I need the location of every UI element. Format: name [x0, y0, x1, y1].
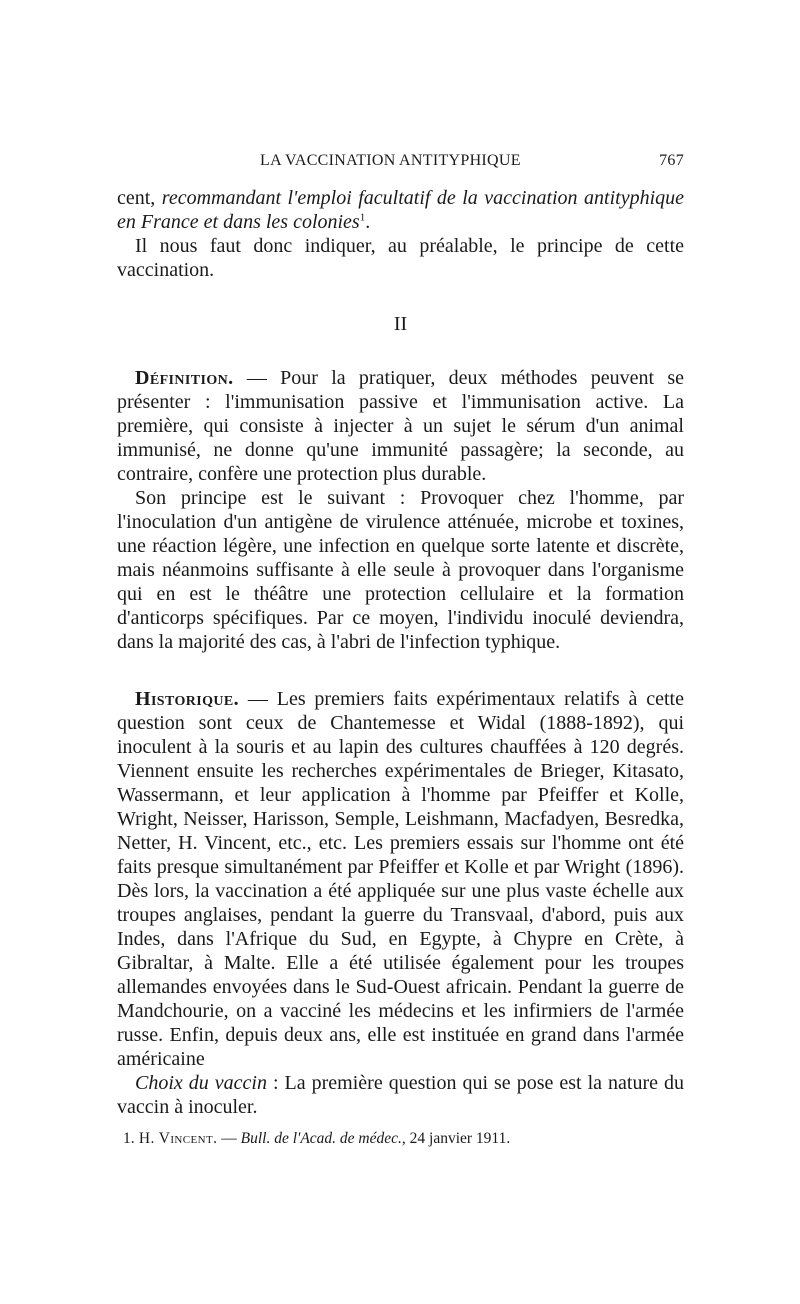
historique-section: [117, 687, 684, 1119]
footnote-reference: 1: [359, 211, 366, 224]
vaccine-choice-heading: Choix du vaccin: [135, 1072, 267, 1094]
footnote: [117, 1129, 684, 1149]
intro-paragraph: [117, 186, 684, 234]
principle-paragraph: Son principe est le suivant : Provoquer chez l'homme, par l'inoculation d'un antigène de virulence atténuée, microbe et toxines, une réaction légère, une infection en quelque sorte latente et discrète, mais néanmoins suffisante à elle seule à provoquer dans l'organisme qui en est le théâtre une protection cellulaire et la formation d'anticorps spécifiques. Par ce moyen, l'individu inoculé deviendra, dans la majorité des cas, à l'abri de l'infection typhique.: [117, 487, 684, 653]
definition-paragraph: [117, 366, 684, 486]
footnote-date: , 24 janvier 1911.: [401, 1130, 511, 1147]
footnote-dash: —: [217, 1130, 241, 1147]
footnote-journal: Bull. de l'Acad. de médec.: [240, 1130, 402, 1147]
intro-lead: cent,: [117, 187, 162, 209]
historique-label: Historique.: [135, 688, 240, 710]
vaccine-choice-text: : La première question qui se pose est la nature du vaccin à inoculer.: [117, 1072, 684, 1118]
page-number: 767: [659, 152, 684, 169]
section-heading: II: [393, 313, 408, 335]
intro-section: [117, 186, 684, 282]
page-header: [118, 152, 684, 176]
footnote-number: 1.: [123, 1130, 135, 1147]
running-title: LA VACCINATION ANTITYPHIQUE: [260, 152, 521, 169]
definition-section: [117, 366, 684, 654]
body-paragraph: Il nous faut donc indiquer, au préalable, le principe de cette vaccination.: [117, 235, 684, 281]
historique-text: — Les premiers faits expérimentaux relatifs à cette question sont ceux de Chantemesse et Widal (1888-1892), qui inoculent à la souris et au lapin des cultures chauffées à 120 degrés. Viennent ensuite les recherches expérimentales de Brieger, Kitasato, Wassermann, et leur application à l'homme par Pfeiffer et Kolle, Wright, Neisser, Harisson, Semple, Leishmann, Macfadyen, Besredka, Netter, H. Vincent, etc., etc. Les premiers essais sur l'homme ont été faits presque simultanément par Pfeiffer et Kolle et par Wright (1896). Dès lors, la vaccination a été appliquée sur une plus vaste échelle aux troupes anglaises, pendant la guerre du Transvaal, d'abord, puis aux Indes, dans l'Afrique du Sud, en Egypte, à Chypre en Crète, à Gibraltar, à Malte. Elle a été utilisée également pour les troupes allemandes envoyées dans le Sud-Ouest africain. Pendant la guerre de Mandchourie, on a vacciné les médecins et les infirmiers de l'armée russe. Enfin, depuis deux ans, elle est instituée en grand dans l'armée américaine: [117, 688, 684, 1070]
intro-period: .: [365, 211, 371, 233]
footnote-author: H. Vincent.: [134, 1130, 218, 1147]
vaccine-choice-paragraph: [117, 1071, 684, 1119]
definition-label: Définition.: [135, 367, 234, 389]
intro-italic-text: recommandant l'emploi facultatif de la vaccination antityphique en France et dans les colonies: [117, 187, 685, 233]
definition-text: — Pour la pratiquer, deux méthodes peuvent se présenter : l'immunisation passive et l'immunisation active. La première, qui consiste à injecter à un sujet le sérum d'un animal immunisé, ne donne qu'une immunité passagère; la seconde, au contraire, confère une protection plus durable.: [117, 367, 684, 485]
historique-paragraph: [117, 687, 684, 1071]
